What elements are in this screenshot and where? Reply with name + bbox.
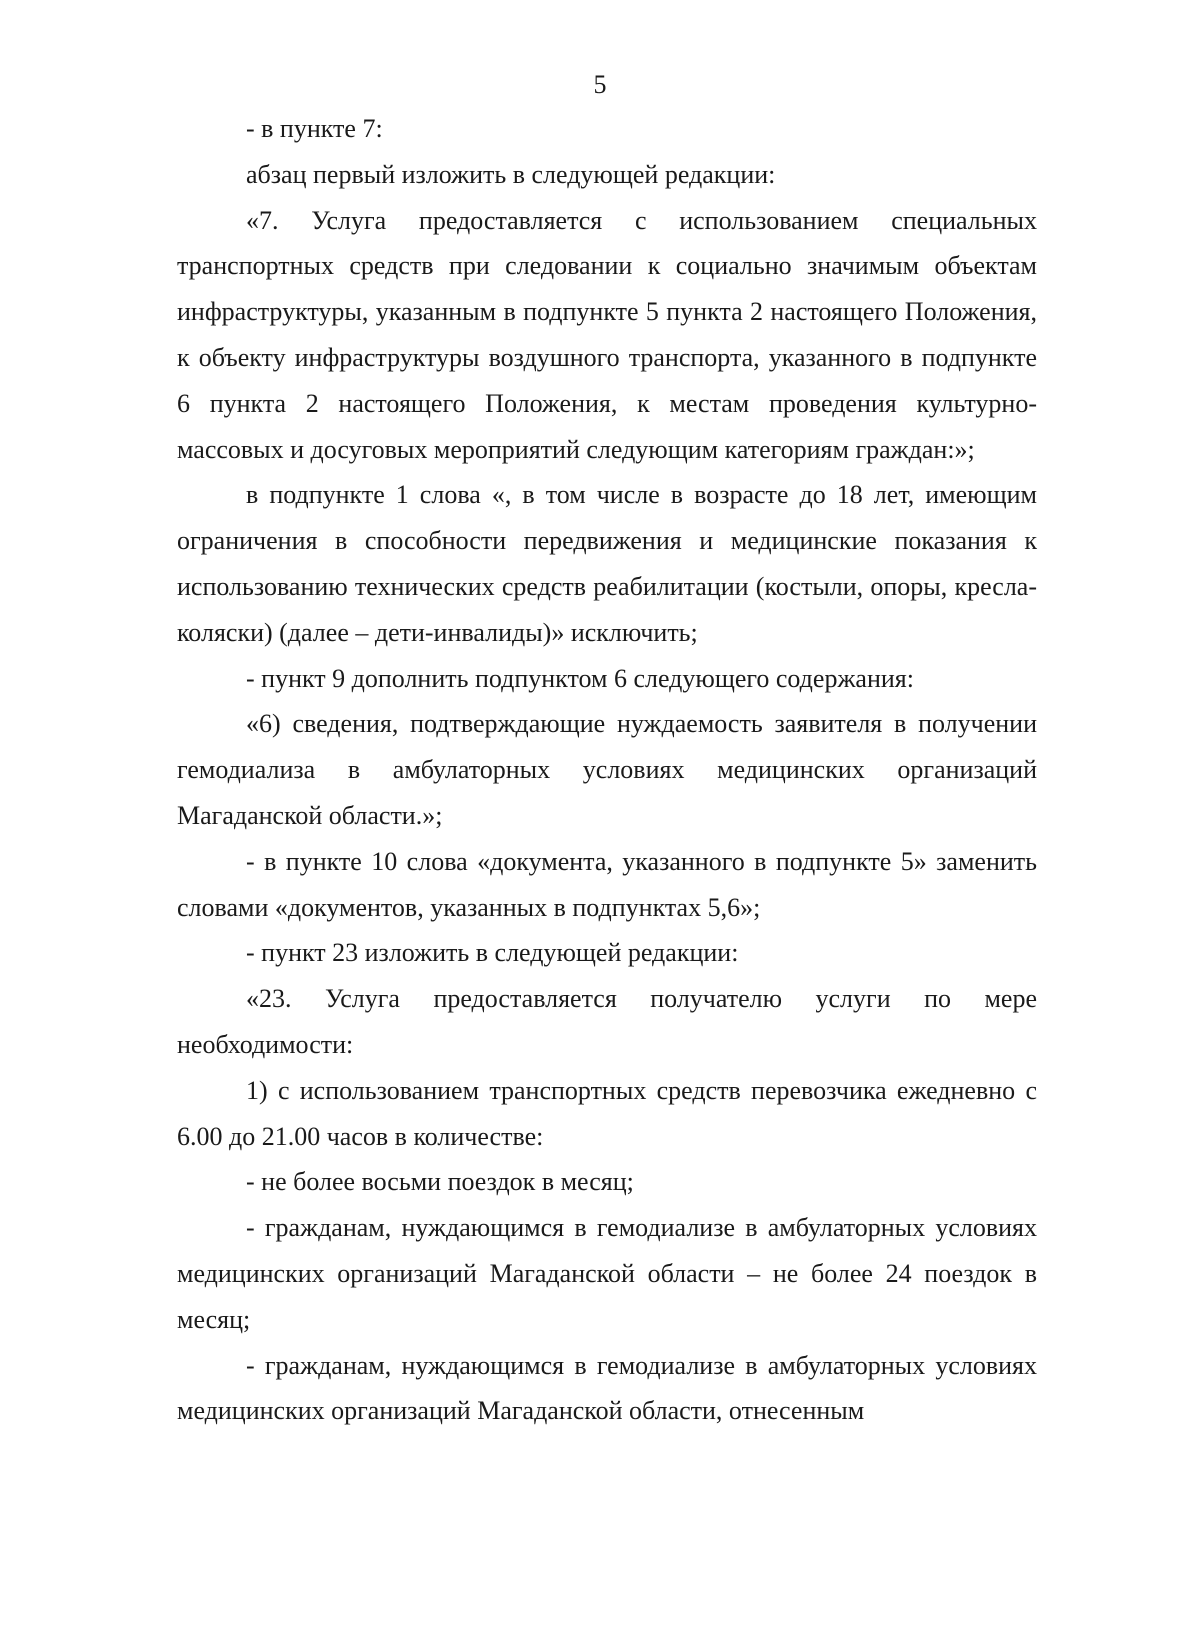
document-body: [177, 106, 1037, 1434]
paragraph-list-item-eight-trips: - не более восьми поездок в месяц;: [246, 1167, 634, 1197]
paragraph-subitem-1-change: в подпункте 1 слова «, в том числе в возрасте до 18 лет, имеющим ограничения в способности передвижения и медицинские показания к использованию технических средств реабилитации (костыли, опоры, кресла-коляски) (далее – дети-инвалиды)» исключить;: [177, 480, 1037, 647]
paragraph-subitem-6-text: «6) сведения, подтверждающие нуждаемость заявителя в получении гемодиализа в амбулаторных условиях медицинских организаций Магаданской области.»;: [177, 709, 1037, 830]
paragraph-item-10-change: - в пункте 10 слова «документа, указанного в подпункте 5» заменить словами «документов, указанных в подпунктах 5,6»;: [177, 846, 1037, 922]
paragraph-first-paragraph-instruction: абзац первый изложить в следующей редакции:: [246, 159, 776, 189]
paragraph-item-9-addition: - пункт 9 дополнить подпунктом 6 следующего содержания:: [246, 663, 914, 693]
page-number: 5: [593, 70, 607, 99]
paragraph-item-7: - в пункте 7:: [246, 114, 383, 143]
paragraph-list-item-hemodialysis-categories: - гражданам, нуждающимся в гемодиализе в амбулаторных условиях медицинских организаций Магаданской области, отнесенным: [177, 1350, 1037, 1426]
paragraph-item-23-instruction: - пункт 23 изложить в следующей редакции:: [246, 938, 739, 968]
paragraph-list-item-hemodialysis-24-trips: - гражданам, нуждающимся в гемодиализе в амбулаторных условиях медицинских организаций Магаданской области – не более 24 поездок в месяц;: [177, 1213, 1037, 1334]
paragraph-subitem-1-transport: 1) с использованием транспортных средств перевозчика ежедневно с 6.00 до 21.00 часов в количестве:: [177, 1075, 1037, 1151]
paragraph-item-23-text: «23. Услуга предоставляется получателю услуги по мере необходимости:: [177, 984, 1037, 1059]
paragraph-item-7-new-text: «7. Услуга предоставляется с использованием специальных транспортных средств при следовании к социально значимым объектам инфраструктуры, указанным в подпункте 5 пункта 2 настоящего Положения, к объекту инфраструктуры воздушного транспорта, указанного в подпункте 6 пункта 2 настоящего Положения, к местам проведения культурно-массовых и досуговых мероприятий следующим категориям граждан:»;: [177, 205, 1037, 464]
